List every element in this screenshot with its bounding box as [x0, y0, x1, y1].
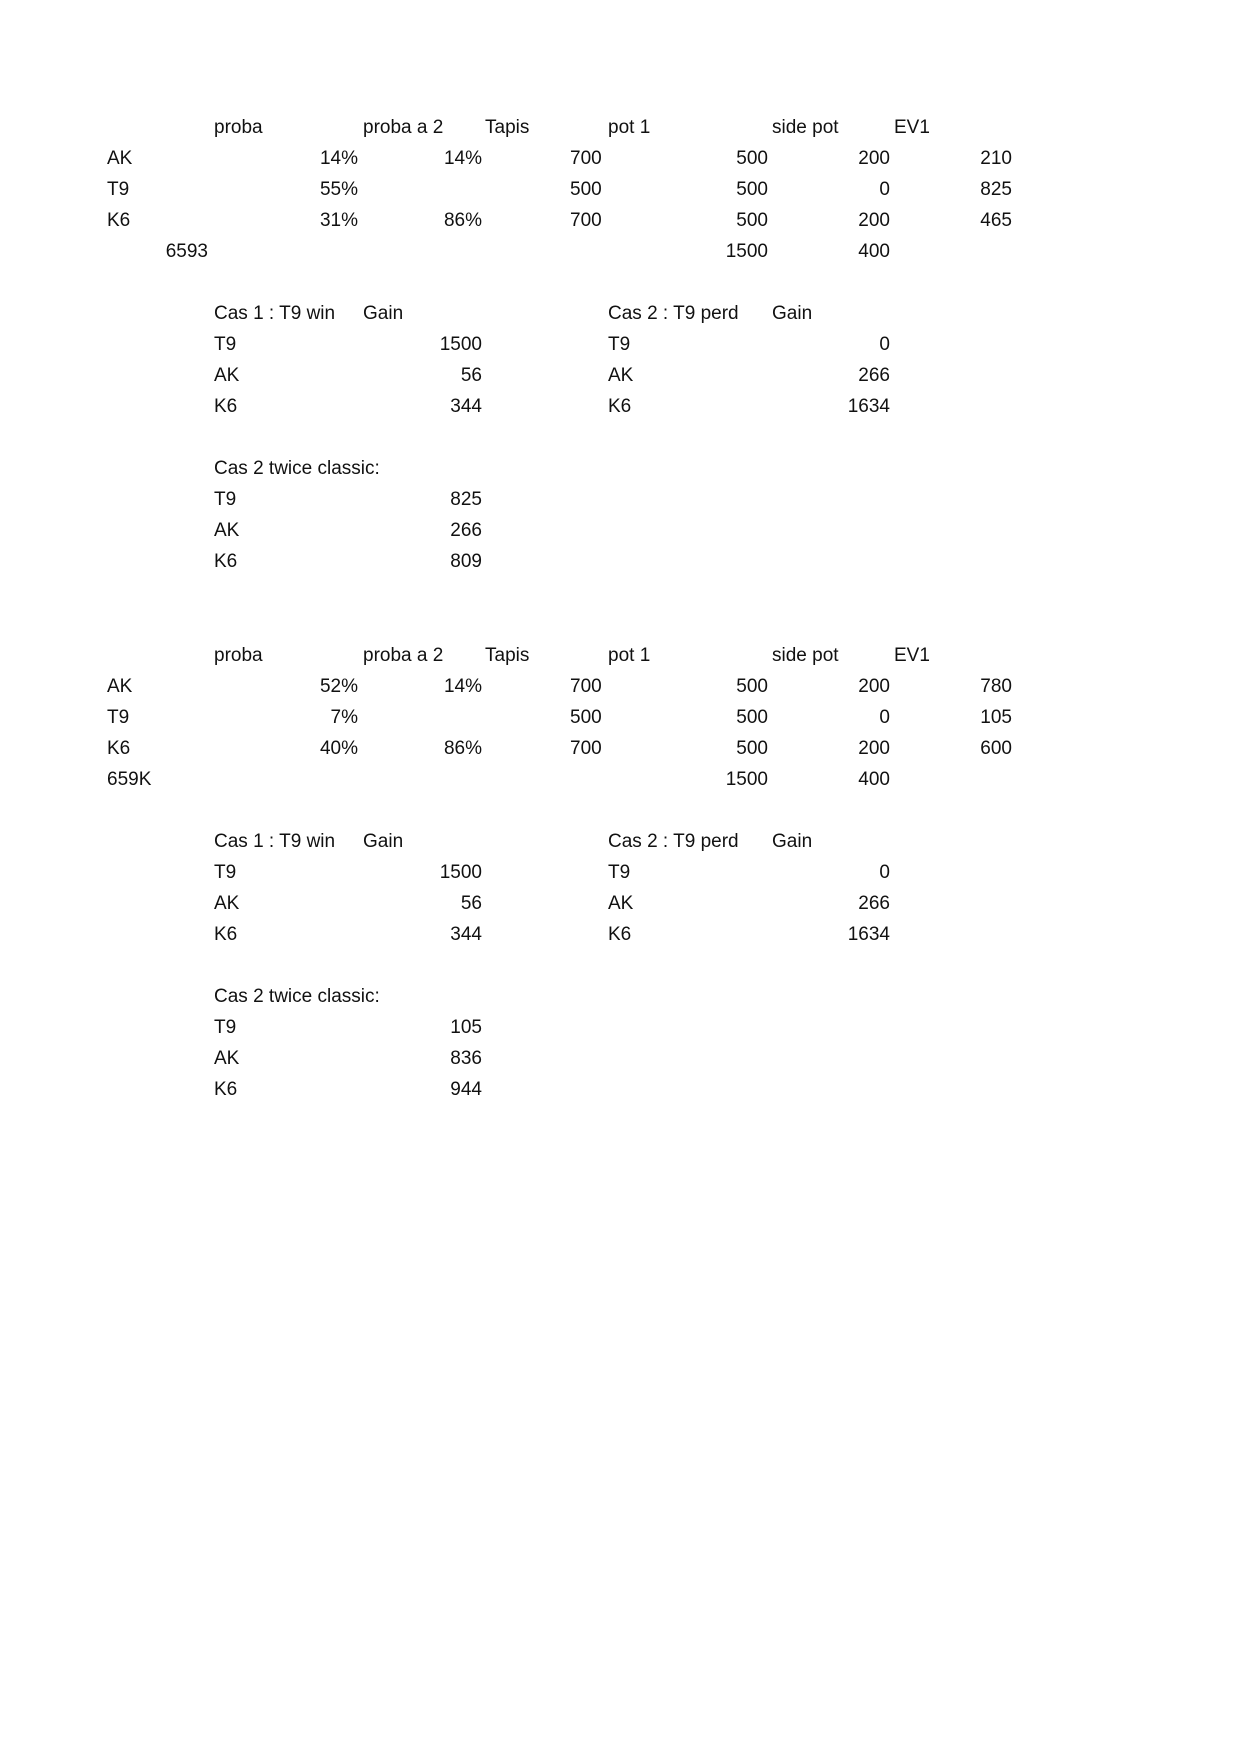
cas2-hand: K6 — [608, 924, 632, 945]
cas1-hand: K6 — [214, 396, 238, 417]
row-hand: T9 — [107, 179, 130, 200]
header-proba: proba — [214, 117, 263, 138]
twice-value: 944 — [450, 1079, 482, 1100]
row-tapis: 700 — [570, 210, 602, 231]
cas2-gain-label: Gain — [772, 303, 813, 324]
twice-value: 836 — [450, 1048, 482, 1069]
header-tapis: Tapis — [485, 117, 530, 138]
row-proba-a2: 14% — [443, 676, 482, 697]
cas2-hand: AK — [608, 365, 634, 386]
twice-hand: AK — [214, 520, 240, 541]
cas1-hand: AK — [214, 893, 240, 914]
cas1-hand: K6 — [214, 924, 238, 945]
cas2-hand: T9 — [608, 334, 631, 355]
row-hand: K6 — [107, 210, 131, 231]
cas1-hand: T9 — [214, 334, 237, 355]
twice-title: Cas 2 twice classic: — [214, 458, 380, 479]
row-pot1: 500 — [736, 148, 768, 169]
twice-hand: T9 — [214, 489, 237, 510]
header-ev1: EV1 — [894, 117, 930, 138]
cas1-title: Cas 1 : T9 win — [214, 303, 336, 324]
twice-hand: K6 — [214, 1079, 238, 1100]
cas1-title: Cas 1 : T9 win — [214, 831, 336, 852]
row-pot1: 500 — [736, 179, 768, 200]
twice-title: Cas 2 twice classic: — [214, 986, 380, 1007]
total-side-pot: 400 — [858, 241, 890, 262]
row-proba: 14% — [319, 148, 358, 169]
row-pot1: 500 — [736, 676, 768, 697]
twice-value: 809 — [450, 551, 482, 572]
cas1-gain-label: Gain — [363, 303, 404, 324]
row-proba: 7% — [330, 707, 358, 728]
row-pot1: 500 — [736, 210, 768, 231]
row-hand: AK — [107, 676, 133, 697]
row-ev1: 465 — [980, 210, 1012, 231]
cas1-gain-label: Gain — [363, 831, 404, 852]
cas1-gain: 344 — [450, 396, 482, 417]
row-tapis: 500 — [570, 179, 602, 200]
twice-hand: T9 — [214, 1017, 237, 1038]
cas1-hand: T9 — [214, 862, 237, 883]
header-proba-a2: proba a 2 — [363, 645, 444, 666]
row-ev1: 600 — [980, 738, 1012, 759]
twice-value: 825 — [450, 489, 482, 510]
cas1-gain: 1500 — [439, 862, 482, 883]
twice-value: 266 — [450, 520, 482, 541]
header-pot1: pot 1 — [608, 117, 651, 138]
row-hand: T9 — [107, 707, 130, 728]
row-proba-a2: 86% — [443, 210, 482, 231]
header-side-pot: side pot — [772, 117, 839, 138]
cas2-hand: AK — [608, 893, 634, 914]
twice-value: 105 — [450, 1017, 482, 1038]
header-proba: proba — [214, 645, 263, 666]
cas1-gain: 344 — [450, 924, 482, 945]
cas2-title: Cas 2 : T9 perd — [608, 303, 739, 324]
row-proba-a2: 14% — [443, 148, 482, 169]
row-pot1: 500 — [736, 738, 768, 759]
cas1-gain: 1500 — [439, 334, 482, 355]
row-tapis: 700 — [570, 738, 602, 759]
cas2-title: Cas 2 : T9 perd — [608, 831, 739, 852]
row-tapis: 700 — [570, 148, 602, 169]
twice-hand: AK — [214, 1048, 240, 1069]
cas1-gain: 56 — [460, 365, 482, 386]
total-pot1: 1500 — [725, 769, 768, 790]
twice-hand: K6 — [214, 551, 238, 572]
row-ev1: 780 — [980, 676, 1012, 697]
total-label: 6593 — [165, 241, 208, 262]
total-side-pot: 400 — [858, 769, 890, 790]
cas2-gain: 0 — [879, 334, 890, 355]
header-side-pot: side pot — [772, 645, 839, 666]
row-side-pot: 200 — [858, 676, 890, 697]
cas2-gain: 0 — [879, 862, 890, 883]
cas2-hand: T9 — [608, 862, 631, 883]
cas2-hand: K6 — [608, 396, 632, 417]
cas2-gain: 1634 — [847, 924, 890, 945]
cas2-gain: 266 — [858, 893, 890, 914]
header-tapis: Tapis — [485, 645, 530, 666]
row-proba: 52% — [319, 676, 358, 697]
total-pot1: 1500 — [725, 241, 768, 262]
cas1-gain: 56 — [460, 893, 482, 914]
cas1-hand: AK — [214, 365, 240, 386]
row-proba: 31% — [319, 210, 358, 231]
cas2-gain: 266 — [858, 365, 890, 386]
row-side-pot: 0 — [879, 179, 890, 200]
row-hand: K6 — [107, 738, 131, 759]
row-proba: 40% — [319, 738, 358, 759]
row-pot1: 500 — [736, 707, 768, 728]
header-pot1: pot 1 — [608, 645, 651, 666]
cas2-gain-label: Gain — [772, 831, 813, 852]
row-side-pot: 200 — [858, 738, 890, 759]
row-tapis: 500 — [570, 707, 602, 728]
row-side-pot: 200 — [858, 210, 890, 231]
row-proba: 55% — [319, 179, 358, 200]
cas2-gain: 1634 — [847, 396, 890, 417]
row-hand: AK — [107, 148, 133, 169]
row-side-pot: 200 — [858, 148, 890, 169]
row-tapis: 700 — [570, 676, 602, 697]
row-ev1: 105 — [980, 707, 1012, 728]
header-ev1: EV1 — [894, 645, 930, 666]
row-side-pot: 0 — [879, 707, 890, 728]
total-label: 659K — [107, 769, 152, 790]
row-ev1: 210 — [980, 148, 1012, 169]
row-proba-a2: 86% — [443, 738, 482, 759]
header-proba-a2: proba a 2 — [363, 117, 444, 138]
row-ev1: 825 — [980, 179, 1012, 200]
